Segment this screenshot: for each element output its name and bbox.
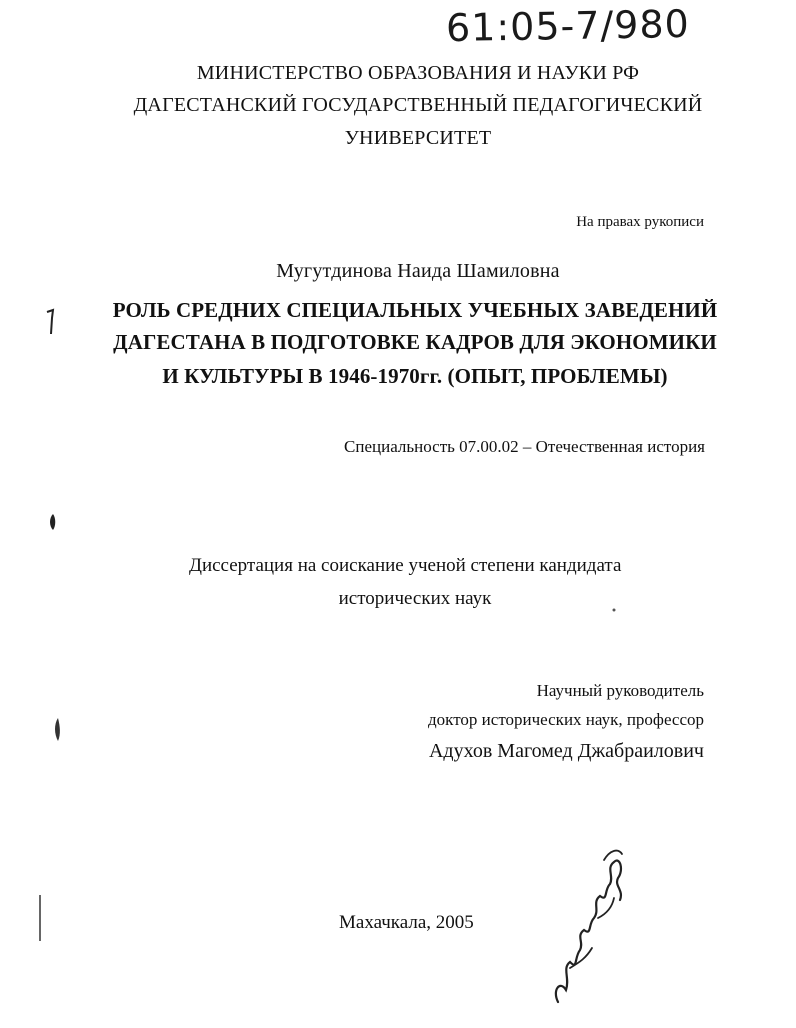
manuscript-rights-note: На правах рукописи: [576, 214, 704, 230]
ministry-heading: МИНИСТЕРСТВО ОБРАЗОВАНИЯ И НАУКИ РФ: [196, 62, 640, 84]
scan-mark-2: [46, 512, 60, 532]
scan-mark-1: [44, 308, 58, 336]
author-name: Мугутдинова Наида Шамиловна: [276, 260, 560, 282]
university-name-line-1: ДАГЕСТАНСКИЙ ГОСУДАРСТВЕННЫЙ ПЕДАГОГИЧЕСКИЙ: [133, 94, 703, 116]
specialty-line: Специальность 07.00.02 – Отечественная история: [344, 437, 705, 456]
scan-mark-4: [36, 893, 44, 943]
dissertation-title-line-3: И КУЛЬТУРЫ В 1946-1970гг. (ОПЫТ, ПРОБЛЕМЫ): [162, 364, 668, 388]
dissertation-title-line-1: РОЛЬ СРЕДНИХ СПЕЦИАЛЬНЫХ УЧЕБНЫХ ЗАВЕДЕНИЙ: [112, 298, 718, 322]
degree-statement-line-1: Диссертация на соискание ученой степени кандидата: [189, 555, 622, 576]
supervisor-label: Научный руководитель: [536, 681, 704, 700]
handwritten-signature: [540, 840, 640, 1010]
supervisor-name: Адухов Магомед Джабраилович: [428, 740, 704, 762]
archive-number: 61:05-7/980: [445, 1, 691, 51]
university-name-line-2: УНИВЕРСИТЕТ: [344, 127, 492, 149]
scan-dot: [610, 606, 618, 614]
scan-mark-3: [50, 716, 64, 744]
city-year: Махачкала, 2005: [339, 912, 474, 933]
dissertation-title-line-2: ДАГЕСТАНА В ПОДГОТОВКЕ КАДРОВ ДЛЯ ЭКОНОМИКИ: [113, 330, 717, 354]
supervisor-degree: доктор исторических наук, профессор: [428, 710, 704, 729]
degree-statement-line-2: исторических наук: [338, 588, 492, 609]
